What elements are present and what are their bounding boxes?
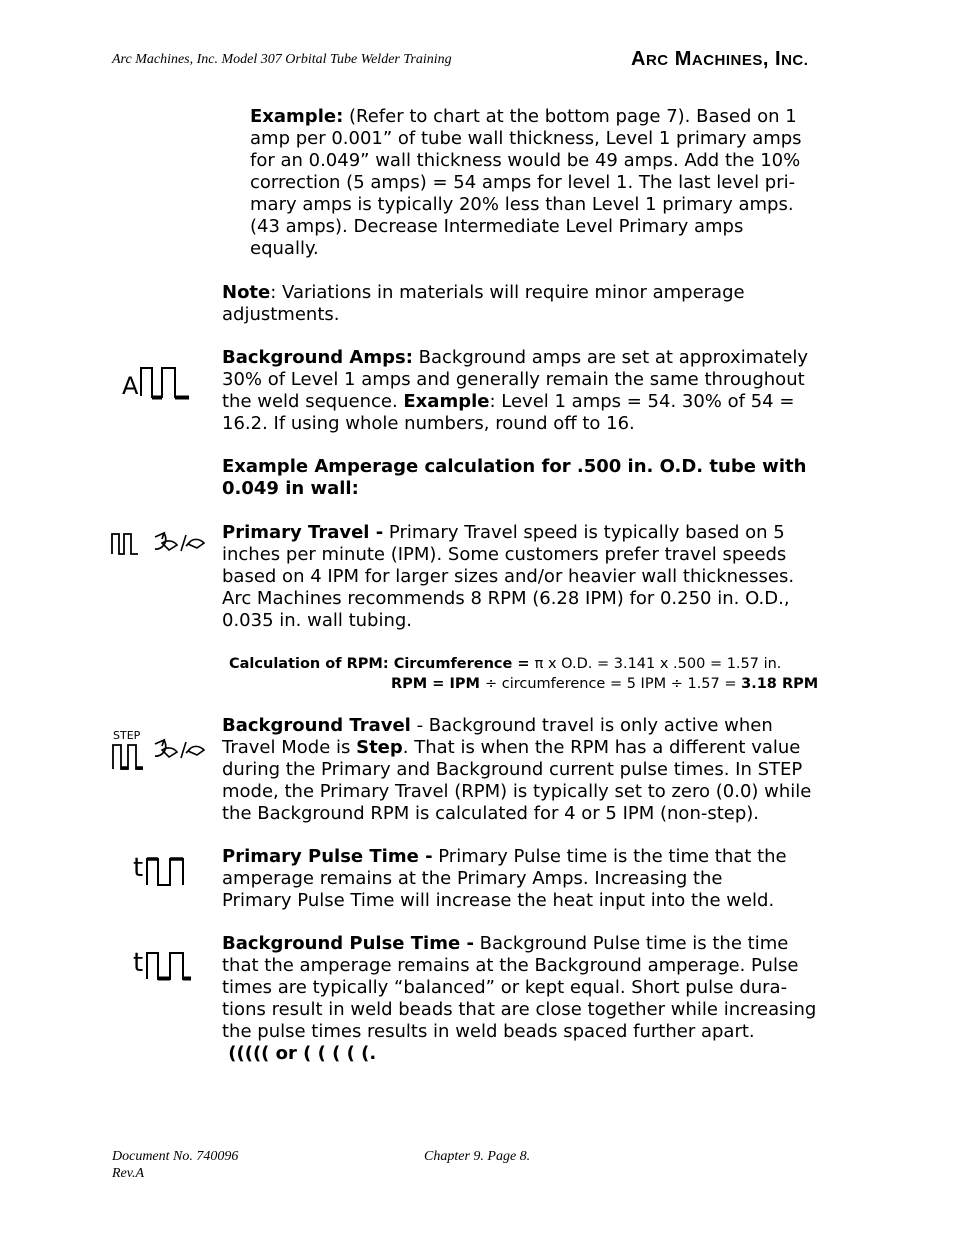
primary-pulse-label: Primary Pulse Time - (222, 846, 433, 867)
background-amps-pulse-icon (140, 366, 192, 402)
footer-document-number: Document No. 740096 Rev.A (112, 1149, 239, 1181)
primary-pulse-icon (146, 857, 188, 887)
background-travel-label: Background Travel (222, 715, 411, 736)
primary-travel-motor-icon (151, 530, 207, 556)
background-pulse-icon-letter: t (133, 948, 144, 978)
background-amps-icon-letter: A (122, 372, 139, 400)
rpm-calculation-line-1: Calculation of RPM: Circumference = π x O.D. = 3.141 x .500 = 1.57 in. (229, 656, 782, 672)
background-amps-label: Background Amps: (222, 347, 413, 368)
background-pulse-paragraph: Background Pulse Time - Background Pulse time is the time that the amperage remains at the Background amperage. Pulse times are typically “balanced” or kept equal. Short pulse dura- tions result in weld beads that are close together while increasing the pulse times results in weld beads spaced further apart. ((((( or ( ( ( ( (. (222, 933, 862, 1065)
background-travel-step-pulse-icon (112, 743, 152, 771)
primary-pulse-paragraph: Primary Pulse Time - Primary Pulse time is the time that the amperage remains at the Primary Amps. Increasing the Primary Pulse Time will increase the heat input into the weld. (222, 846, 787, 911)
note-paragraph: Note: Variations in materials will require minor amperage adjustments. (222, 282, 745, 325)
company-logo-text: ARC MACHINES, INC. (631, 48, 809, 70)
note-label: Note (222, 282, 271, 303)
primary-travel-pulse-icon (111, 533, 141, 555)
primary-pulse-icon-letter: t (133, 853, 144, 883)
background-amps-paragraph: Background Amps: Background amps are set at approximately 30% of Level 1 amps and generally remain the same throughout the weld sequence. Example: Level 1 amps = 54. 30% of 54 = 16.2. If using whole numbers, round off to 16. (222, 347, 809, 434)
footer-page-number: Chapter 9. Page 8. (424, 1149, 531, 1164)
background-pulse-icon (146, 951, 194, 981)
background-travel-paragraph: Background Travel - Background travel is only active when Travel Mode is Step. That is when the RPM has a different value during the Primary and Background current pulse times. In STEP mode, the Primary Travel (RPM) is typically set to zero (0.0) while the Background RPM is calculated for 4 or 5 IPM (non-step). (222, 715, 812, 824)
running-header: Arc Machines, Inc. Model 307 Orbital Tube Welder Training (112, 52, 452, 67)
example-calculation-heading: Example Amperage calculation for .500 in. O.D. tube with 0.049 in wall: (222, 456, 807, 499)
example-paragraph: Example: (Refer to chart at the bottom page 7). Based on 1 amp per 0.001” of tube wall thickness, Level 1 primary amps for an 0.049” wall thickness would be 49 amps. Add the 10% correction (5 amps) = 54 amps for level 1. The last level pri- mary amps is typically 20% less than Level 1 primary amps. (43 amps). Decrease Intermediate Level Primary amps equally. (250, 106, 802, 259)
background-travel-motor-icon (151, 737, 207, 763)
rpm-calculation-line-2: RPM = IPM ÷ circumference = 5 IPM ÷ 1.57 = 3.18 RPM (391, 676, 819, 692)
weld-bead-illustration: ((((( or ( ( ( ( (. (222, 1043, 377, 1064)
example-label: Example: (250, 106, 344, 127)
primary-travel-paragraph: Primary Travel - Primary Travel speed is typically based on 5 inches per minute (IPM). Some customers prefer travel speeds based on 4 IPM for larger sizes and/or heavier wall thicknesses. Arc Machines recommends 8 RPM (6.28 IPM) for 0.250 in. O.D., 0.035 in. wall tubing. (222, 522, 795, 631)
primary-travel-label: Primary Travel - (222, 522, 384, 543)
step-icon-label: STEP (113, 729, 141, 742)
background-pulse-label: Background Pulse Time - (222, 933, 474, 954)
